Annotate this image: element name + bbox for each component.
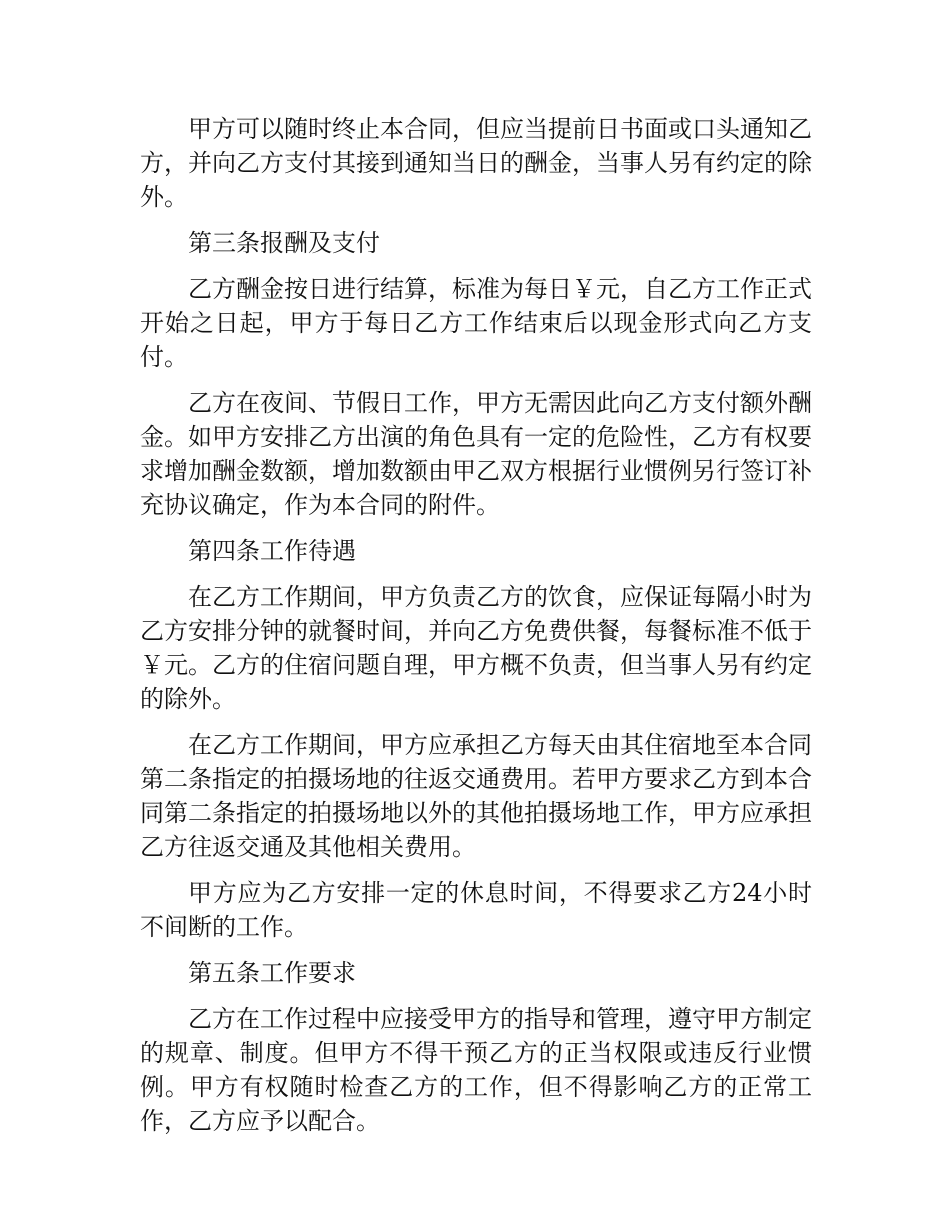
paragraph-payment-settlement: 乙方酬金按日进行结算，标准为每日￥元，自乙方工作正式开始之日起，甲方于每日乙方工作结束后以现金形式向乙方支付。 [140, 275, 812, 371]
paragraph-work-requirements: 乙方在工作过程中应接受甲方的指导和管理，遵守甲方制定的规章、制度。但甲方不得干预乙方的正当权限或违反行业惯例。甲方有权随时检查乙方的工作，但不得影响乙方的正常工作，乙方应予以配合。 [140, 1005, 812, 1135]
paragraph-extra-pay: 乙方在夜间、节假日工作，甲方无需因此向乙方支付额外酬金。如甲方安排乙方出演的角色具有一定的危险性，乙方有权要求增加酬金数额，增加数额由甲乙双方根据行业惯例另行签订补充协议确定，作为本合同的附件。 [140, 389, 812, 519]
paragraph-termination: 甲方可以随时终止本合同，但应当提前日书面或口头通知乙方，并向乙方支付其接到通知当日的酬金，当事人另有约定的除外。 [140, 115, 812, 211]
paragraph-meals: 在乙方工作期间，甲方负责乙方的饮食，应保证每隔小时为乙方安排分钟的就餐时间，并向乙方免费供餐，每餐标准不低于￥元。乙方的住宿问题自理，甲方概不负责，但当事人另有约定的除外。 [140, 583, 812, 713]
section-heading-article-5: 第五条工作要求 [188, 959, 356, 987]
paragraph-rest-time: 甲方应为乙方安排一定的休息时间，不得要求乙方24小时不间断的工作。 [140, 879, 812, 941]
section-heading-article-3: 第三条报酬及支付 [188, 229, 380, 257]
document-body [140, 112, 812, 1150]
section-heading-article-4: 第四条工作待遇 [188, 537, 356, 565]
paragraph-transport: 在乙方工作期间，甲方应承担乙方每天由其住宿地至本合同第二条指定的拍摄场地的往返交通费用。若甲方要求乙方到本合同第二条指定的拍摄场地以外的其他拍摄场地工作，甲方应承担乙方往返交通及其他相关费用。 [140, 731, 812, 861]
